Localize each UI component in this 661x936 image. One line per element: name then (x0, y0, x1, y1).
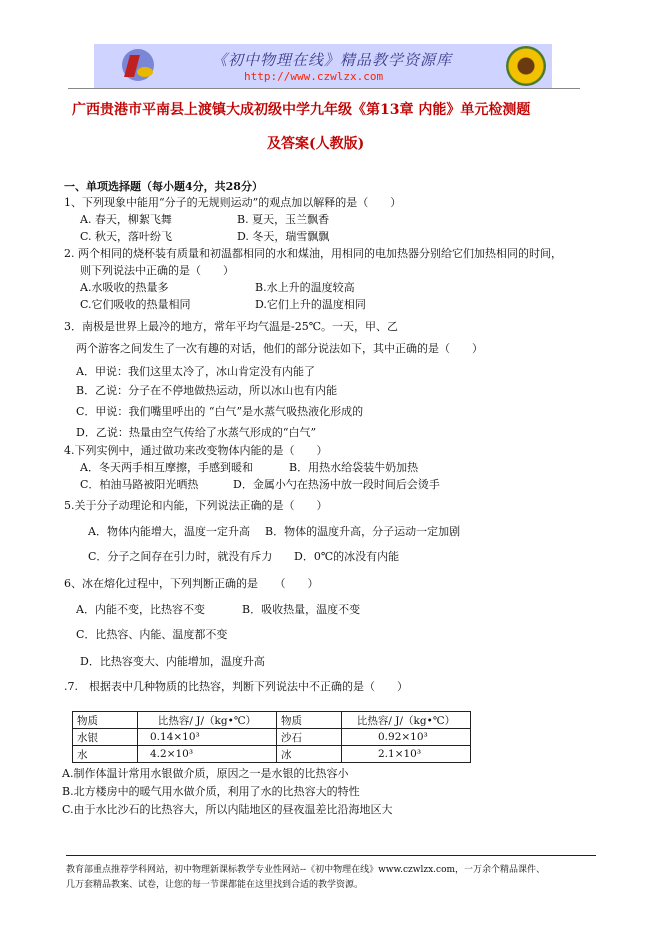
q2-option-a: A.水吸收的热量多 (80, 281, 169, 294)
footer-line1: 教育部重点推荐学科网站，初中物理新课标教学专业性网站--《初中物理在线》www.czwlzx.com，一万余个精品课件、 (66, 865, 546, 875)
q6-stem: 6、冰在熔化过程中，下列判断正确的是 （ ） (64, 577, 319, 590)
q2-stem-line1: 2. 两个相同的烧杯装有质量和初温都相同的水和煤油，用相同的电加热器分别给它们加热相同的时间， (64, 247, 562, 260)
document-title: 广西贵港市平南县上渡镇大成初级中学九年级《第13章 内能》单元检测题 (72, 102, 531, 118)
q4-option-c: C．柏油马路被阳光晒热 (80, 478, 199, 491)
q4-option-b: B．用热水给袋装牛奶加热 (289, 461, 419, 474)
table-header-row (73, 712, 471, 729)
q4-option-a: A．冬天两手相互摩擦，手感到暖和 (80, 461, 253, 474)
q1-option-d: D. 冬天，瑞雪飘飘 (237, 230, 330, 243)
banner-title: 《初中物理在线》精品教学资源库 (212, 51, 453, 69)
substance-cell: 水 (73, 746, 138, 763)
document-subtitle: 及答案(人教版) (267, 136, 365, 152)
q1-option-c: C. 秋天，落叶纷飞 (80, 230, 173, 243)
q1-option-a: A. 春天，柳絮飞舞 (80, 213, 172, 226)
q1-option-b: B. 夏天，玉兰飘香 (237, 213, 330, 226)
site-banner (94, 42, 552, 88)
specific-heat-cell: 0.14×10³ (138, 729, 277, 746)
q7-option-a: A.制作体温计常用水银做介质，原因之一是水银的比热容小 (62, 767, 349, 780)
q7-stem: .7. 根据表中几种物质的比热容，判断下列说法中不正确的是（ ） (64, 680, 408, 693)
section-heading: 一、单项选择题（每小题4分，共28分） (64, 180, 263, 193)
q5-option-b: B．物体的温度升高，分子运动一定加剧 (265, 525, 461, 538)
q2-stem-line2: 则下列说法中正确的是（ ） (80, 264, 234, 277)
q3-stem-line2: 两个游客之间发生了一次有趣的对话，他们的部分说法如下，其中正确的是（ ） (76, 342, 483, 355)
q3-option-d: D．乙说：热量由空气传给了水蒸气形成的“白气” (76, 426, 317, 439)
q6-option-c: C．比热容、内能、温度都不变 (76, 628, 228, 641)
q7-option-c: C.由于水比沙石的比热容大，所以内陆地区的昼夜温差比沿海地区大 (62, 803, 393, 816)
header-specific-heat: 比热容/ J/（kg•℃） (138, 712, 277, 729)
substance-cell: 沙石 (277, 729, 342, 746)
q3-stem-line1: 3．南极是世界上最冷的地方，常年平均气温是-25℃。一天，甲、乙 (64, 320, 399, 333)
q6-option-a: A．内能不变，比热容不变 (76, 603, 205, 616)
q5-option-c: C．分子之间存在引力时，就没有斥力 (88, 550, 273, 563)
q1-stem: 1、下列现象中能用“分子的无规则运动”的观点加以解释的是（ ） (64, 196, 402, 209)
banner-url[interactable]: http://www.czwlzx.com (244, 70, 384, 83)
q5-option-a: A．物体内能增大，温度一定升高 (88, 525, 250, 538)
header-substance: 物质 (277, 712, 342, 729)
substance-cell: 冰 (277, 746, 342, 763)
site-logo-icon (122, 49, 154, 81)
footer-divider (66, 855, 596, 856)
q5-option-d: D．0℃的冰没有内能 (294, 550, 400, 563)
table-row (73, 729, 471, 746)
sunflower-icon (506, 46, 546, 86)
specific-heat-cell: 0.92×10³ (342, 729, 471, 746)
specific-heat-cell: 2.1×10³ (342, 746, 471, 763)
q2-option-b: B.水上升的温度较高 (255, 281, 355, 294)
specific-heat-table (72, 711, 471, 763)
q6-option-d: D．比热容变大、内能增加，温度升高 (80, 655, 265, 668)
q2-option-c: C.它们吸收的热量相同 (80, 298, 191, 311)
q3-option-a: A．甲说：我们这里太冷了，冰山肯定没有内能了 (76, 365, 315, 378)
q6-option-b: B．吸收热量，温度不变 (242, 603, 361, 616)
substance-cell: 水银 (73, 729, 138, 746)
header-divider (68, 88, 580, 89)
q2-option-d: D.它们上升的温度相同 (255, 298, 366, 311)
table-row (73, 746, 471, 763)
q5-stem: 5.关于分子动理论和内能，下列说法正确的是（ ） (64, 499, 328, 512)
q3-option-c: C．甲说：我们嘴里呼出的 “白气”是水蒸气吸热液化形成的 (76, 405, 364, 418)
specific-heat-cell: 4.2×10³ (138, 746, 277, 763)
q7-option-b: B.北方楼房中的暖气用水做介质，利用了水的比热容大的特性 (62, 785, 360, 798)
q4-option-d: D．金属小勺在热汤中放一段时间后会烫手 (233, 478, 440, 491)
q3-option-b: B．乙说：分子在不停地做热运动，所以冰山也有内能 (76, 384, 338, 397)
footer-line2: 几万套精品教案、试卷，让您的每一节课都能在这里找到合适的教学资源。 (66, 880, 364, 890)
header-specific-heat: 比热容/ J/（kg•℃） (342, 712, 471, 729)
header-substance: 物质 (73, 712, 138, 729)
q4-stem: 4.下列实例中，通过做功来改变物体内能的是（ ） (64, 444, 328, 457)
